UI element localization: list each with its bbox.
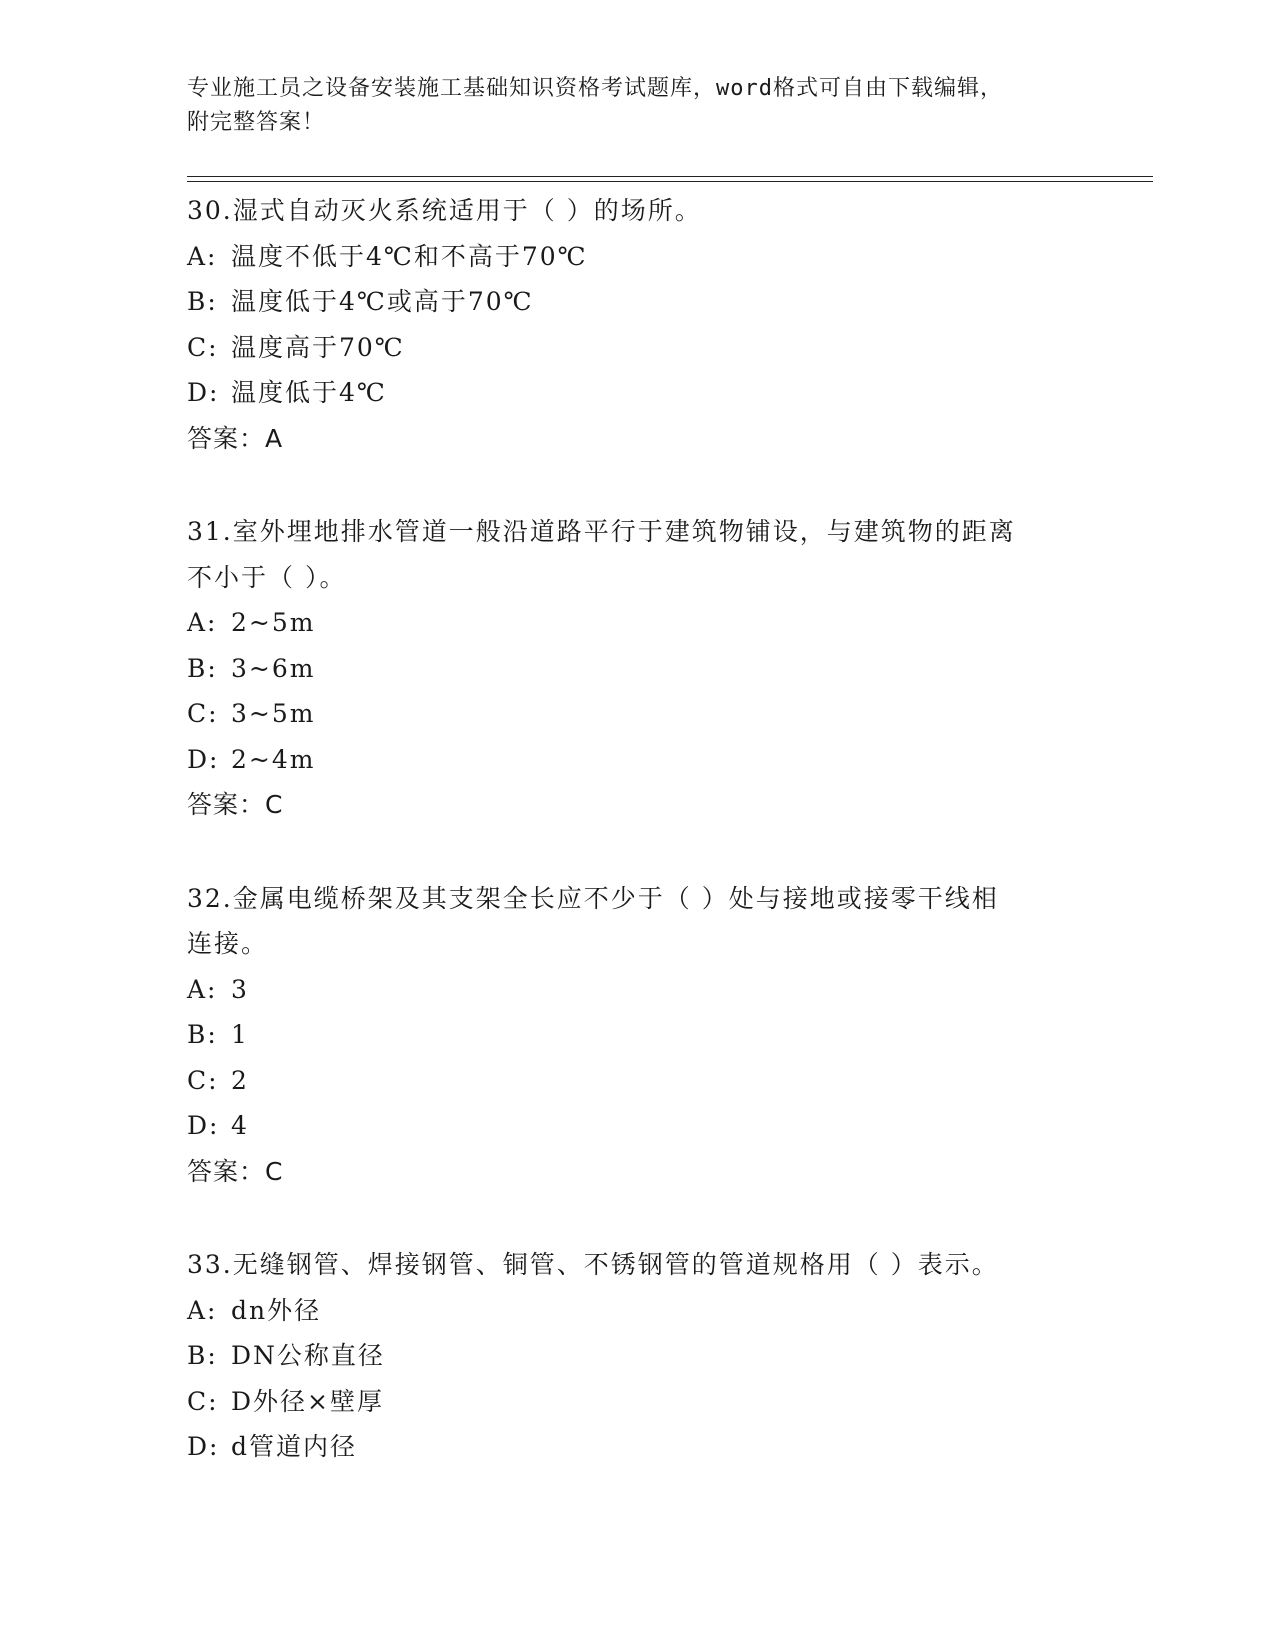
question-31 [187, 509, 1087, 828]
answer-line: 答案：A [187, 423, 284, 453]
answer-line: 答案：C [187, 1156, 284, 1186]
option-letter: C: [187, 1065, 219, 1095]
option-letter: A: [187, 241, 218, 271]
question-stem: 33.无缝钢管、焊接钢管、铜管、不锈钢管的管道规格用（ ）表示。 [187, 1250, 999, 1279]
document-header [187, 72, 1067, 140]
option-letter: D: [187, 1432, 220, 1461]
option-letter: D: [187, 378, 220, 407]
option-c [187, 691, 1087, 737]
option-letter: D: [187, 1111, 220, 1140]
option-text: dn外径 [231, 1295, 322, 1325]
option-b [187, 1333, 1087, 1379]
option-d [187, 370, 1087, 416]
option-text: 3~5m [231, 699, 316, 728]
option-text: 3~6m [231, 653, 316, 683]
header-divider-top [187, 176, 1153, 177]
question-stem: 31.室外埋地排水管道一般沿道路平行于建筑物铺设，与建筑物的距离 [187, 517, 1016, 546]
question-stem-continued: 不小于（ ）。 [187, 562, 347, 592]
question-33 [187, 1242, 1087, 1470]
header-line-1: 专业施工员之设备安装施工基础知识资格考试题库，word格式可自由下载编辑， [187, 76, 1003, 101]
option-text: 2 [231, 1065, 249, 1095]
option-letter: B: [187, 287, 218, 316]
option-letter: B: [187, 653, 218, 683]
option-c [187, 325, 1087, 371]
option-letter: C: [187, 332, 219, 362]
option-letter: A: [187, 608, 218, 637]
option-text: DN公称直径 [231, 1341, 385, 1370]
question-30 [187, 188, 1087, 461]
option-a [187, 1288, 1087, 1334]
option-b [187, 646, 1087, 692]
option-text: 3 [231, 974, 249, 1004]
option-a [187, 234, 1087, 280]
option-text: 温度低于4℃或高于70℃ [231, 287, 534, 316]
question-stem: 32.金属电缆桥架及其支架全长应不少于（ ）处与接地或接零干线相 [187, 883, 999, 913]
question-32 [187, 876, 1087, 1195]
option-a [187, 967, 1087, 1013]
option-letter: B: [187, 1341, 218, 1370]
option-d [187, 1103, 1087, 1149]
option-letter: D: [187, 744, 220, 774]
answer-line: 答案：C [187, 790, 284, 819]
option-text: 温度低于4℃ [231, 378, 387, 407]
header-line-2: 附完整答案！ [187, 110, 326, 135]
option-c [187, 1379, 1087, 1425]
option-text: 4 [231, 1111, 249, 1140]
option-text: d管道内径 [231, 1432, 358, 1461]
header-divider-bottom [187, 181, 1153, 182]
option-a [187, 600, 1087, 646]
option-letter: B: [187, 1020, 218, 1049]
option-text: 2~5m [231, 608, 316, 637]
option-text: 1 [231, 1020, 249, 1049]
option-text: 温度不低于4℃和不高于70℃ [231, 241, 588, 271]
option-text: D外径×壁厚 [231, 1386, 384, 1416]
question-stem: 30.湿式自动灭火系统适用于（ ）的场所。 [187, 196, 702, 225]
option-d [187, 1424, 1087, 1470]
option-b [187, 1012, 1087, 1058]
option-text: 2~4m [231, 744, 316, 774]
option-letter: A: [187, 974, 218, 1004]
option-d [187, 737, 1087, 783]
option-b [187, 279, 1087, 325]
option-letter: C: [187, 1386, 219, 1416]
option-letter: C: [187, 699, 219, 728]
option-text: 温度高于70℃ [231, 332, 405, 362]
option-letter: A: [187, 1295, 218, 1325]
option-c [187, 1058, 1087, 1104]
question-list [187, 188, 1087, 1518]
question-stem-continued: 连接。 [187, 929, 269, 958]
